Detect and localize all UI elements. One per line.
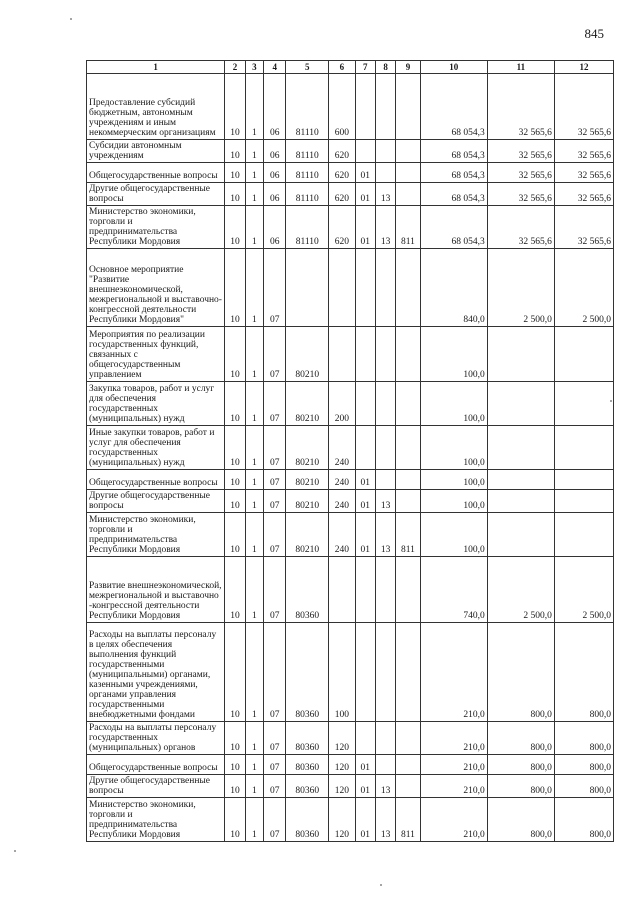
table-cell: 80210 (286, 382, 329, 426)
table-cell: 06 (264, 163, 286, 183)
table-cell: 10 (225, 490, 245, 513)
table-cell: 10 (225, 140, 245, 163)
table-cell: 32 565,6 (487, 74, 554, 140)
row-label-cell: Общегосударственные вопросы (87, 755, 225, 775)
scan-speck (610, 400, 612, 402)
column-header: 6 (329, 61, 355, 74)
table-cell (554, 490, 613, 513)
table-cell (355, 382, 375, 426)
scan-speck (70, 18, 72, 20)
table-cell (554, 426, 613, 470)
table-cell: 80210 (286, 470, 329, 490)
table-cell: 2 500,0 (487, 249, 554, 327)
table-cell (329, 249, 355, 327)
table-cell: 01 (355, 755, 375, 775)
table-cell: 1 (245, 382, 263, 426)
table-row (87, 206, 614, 249)
table-cell: 07 (264, 623, 286, 722)
table-cell (396, 426, 420, 470)
table-cell (487, 426, 554, 470)
table-cell: 80360 (286, 557, 329, 623)
table-cell: 32 565,6 (554, 206, 613, 249)
table-cell: 13 (375, 775, 395, 798)
table-row (87, 775, 614, 798)
table-cell: 100,0 (420, 513, 487, 557)
column-header: 7 (355, 61, 375, 74)
table-cell: 32 565,6 (487, 183, 554, 206)
table-cell: 100,0 (420, 327, 487, 382)
row-label-cell: Министерство экономики, торговли и предпринимательства Республики Мордовия (87, 798, 225, 842)
table-cell: 80210 (286, 490, 329, 513)
table-cell (396, 382, 420, 426)
table-cell (286, 249, 329, 327)
table-cell (396, 163, 420, 183)
table-cell: 80360 (286, 722, 329, 755)
table-cell: 120 (329, 775, 355, 798)
table-cell: 32 565,6 (487, 163, 554, 183)
table-cell: 811 (396, 513, 420, 557)
row-label-cell: Предоставление субсидий бюджетным, автономным учреждениям и иным некоммерческим организациям (87, 74, 225, 140)
table-cell: 10 (225, 183, 245, 206)
row-label-cell: Субсидии автономным учреждениям (87, 140, 225, 163)
table-cell: 32 565,6 (554, 163, 613, 183)
row-label-cell: Основное мероприятие "Развитие внешнеэкономической, межрегиональной и выставочно-конгрессной деятельности Республики Мордовия" (87, 249, 225, 327)
table-cell: 811 (396, 798, 420, 842)
table-cell (329, 327, 355, 382)
table-cell: 32 565,6 (487, 140, 554, 163)
table-cell: 240 (329, 490, 355, 513)
table-cell (396, 140, 420, 163)
table-cell: 13 (375, 206, 395, 249)
row-label-cell: Общегосударственные вопросы (87, 470, 225, 490)
table-cell: 120 (329, 755, 355, 775)
table-cell: 32 565,6 (554, 74, 613, 140)
table-cell (375, 74, 395, 140)
table-row (87, 557, 614, 623)
table-cell (355, 623, 375, 722)
table-cell: 10 (225, 206, 245, 249)
table-cell (396, 249, 420, 327)
table-cell: 10 (225, 513, 245, 557)
table-cell: 10 (225, 557, 245, 623)
table-row (87, 470, 614, 490)
row-label-cell: Мероприятия по реализации государственных функций, связанных с общегосударственным управлением (87, 327, 225, 382)
table-cell: 10 (225, 722, 245, 755)
table-cell: 800,0 (554, 798, 613, 842)
table-cell: 07 (264, 382, 286, 426)
row-label-cell: Министерство экономики, торговли и предпринимательства Республики Мордовия (87, 513, 225, 557)
table-cell: 07 (264, 426, 286, 470)
table-cell: 06 (264, 183, 286, 206)
table-row (87, 249, 614, 327)
column-header: 3 (245, 61, 263, 74)
table-row (87, 490, 614, 513)
table-cell: 13 (375, 183, 395, 206)
table-cell: 240 (329, 513, 355, 557)
table-cell: 800,0 (487, 623, 554, 722)
table-row (87, 163, 614, 183)
table-cell: 800,0 (554, 775, 613, 798)
table-cell: 1 (245, 490, 263, 513)
column-header: 9 (396, 61, 420, 74)
table-cell: 620 (329, 163, 355, 183)
table-cell: 80360 (286, 623, 329, 722)
table-cell: 2 500,0 (487, 557, 554, 623)
column-header: 11 (487, 61, 554, 74)
table-cell: 800,0 (554, 722, 613, 755)
table-cell: 840,0 (420, 249, 487, 327)
table-cell (355, 557, 375, 623)
table-cell: 100 (329, 623, 355, 722)
table-cell: 240 (329, 426, 355, 470)
table-cell: 210,0 (420, 775, 487, 798)
table-cell: 10 (225, 755, 245, 775)
table-cell (396, 775, 420, 798)
table-cell (396, 470, 420, 490)
table-row (87, 513, 614, 557)
table-cell: 1 (245, 722, 263, 755)
table-cell (396, 490, 420, 513)
table-cell: 68 054,3 (420, 163, 487, 183)
column-header: 8 (375, 61, 395, 74)
table-cell: 800,0 (487, 775, 554, 798)
table-cell: 06 (264, 140, 286, 163)
table-cell (396, 755, 420, 775)
table-cell (396, 74, 420, 140)
table-cell: 07 (264, 775, 286, 798)
table-cell: 68 054,3 (420, 140, 487, 163)
table-cell: 81110 (286, 206, 329, 249)
table-cell (554, 470, 613, 490)
table-cell: 100,0 (420, 382, 487, 426)
table-cell: 210,0 (420, 623, 487, 722)
table-cell: 240 (329, 470, 355, 490)
table-cell (375, 755, 395, 775)
table-cell: 1 (245, 426, 263, 470)
table-cell: 80360 (286, 798, 329, 842)
table-cell: 100,0 (420, 490, 487, 513)
table-cell: 81110 (286, 140, 329, 163)
table-cell: 620 (329, 206, 355, 249)
table-row (87, 140, 614, 163)
scan-speck (14, 850, 16, 852)
table-cell: 10 (225, 775, 245, 798)
table-cell: 10 (225, 382, 245, 426)
table-cell: 07 (264, 798, 286, 842)
table-cell: 07 (264, 249, 286, 327)
row-label-cell: Общегосударственные вопросы (87, 163, 225, 183)
table-cell: 800,0 (554, 623, 613, 722)
table-cell (487, 490, 554, 513)
table-cell (375, 426, 395, 470)
table-cell (396, 183, 420, 206)
table-cell: 2 500,0 (554, 249, 613, 327)
page-number: 845 (584, 26, 604, 41)
budget-table (86, 60, 614, 842)
table-cell: 13 (375, 513, 395, 557)
table-cell: 32 565,6 (487, 206, 554, 249)
table-cell: 1 (245, 140, 263, 163)
row-label-cell: Иные закупки товаров, работ и услуг для обеспечения государственных (муниципальных) нужд (87, 426, 225, 470)
column-header: 10 (420, 61, 487, 74)
column-header: 12 (554, 61, 613, 74)
table-cell: 10 (225, 798, 245, 842)
column-header: 2 (225, 61, 245, 74)
table-cell (329, 557, 355, 623)
table-cell (554, 382, 613, 426)
table-cell: 10 (225, 426, 245, 470)
table-cell: 80210 (286, 513, 329, 557)
table-cell: 10 (225, 249, 245, 327)
table-cell: 200 (329, 382, 355, 426)
table-cell: 1 (245, 557, 263, 623)
table-row (87, 755, 614, 775)
table-cell: 01 (355, 513, 375, 557)
table-cell: 01 (355, 775, 375, 798)
row-label-cell: Развитие внешнеэкономической, межрегиональной и выставочно -конгрессной деятельности Республики Мордовия (87, 557, 225, 623)
table-cell (487, 513, 554, 557)
table-cell: 01 (355, 183, 375, 206)
table-cell (355, 140, 375, 163)
row-label-cell: Министерство экономики, торговли и предпринимательства Республики Мордовия (87, 206, 225, 249)
table-cell: 210,0 (420, 722, 487, 755)
table-cell: 620 (329, 183, 355, 206)
table-cell: 80210 (286, 327, 329, 382)
table-cell: 07 (264, 490, 286, 513)
table-cell: 80360 (286, 755, 329, 775)
table-cell: 81110 (286, 163, 329, 183)
table-cell: 32 565,6 (554, 140, 613, 163)
table-cell: 100,0 (420, 426, 487, 470)
row-label-cell: Другие общегосударственные вопросы (87, 490, 225, 513)
table-cell: 06 (264, 74, 286, 140)
table-row (87, 623, 614, 722)
table-cell: 1 (245, 755, 263, 775)
table-cell (396, 623, 420, 722)
table-cell: 10 (225, 327, 245, 382)
table-cell (375, 470, 395, 490)
table-cell (355, 249, 375, 327)
table-cell: 80360 (286, 775, 329, 798)
row-label-cell: Другие общегосударственные вопросы (87, 183, 225, 206)
table-cell: 13 (375, 490, 395, 513)
table-cell: 01 (355, 490, 375, 513)
table-cell (355, 722, 375, 755)
table-cell (487, 327, 554, 382)
table-cell: 32 565,6 (554, 183, 613, 206)
table-cell: 01 (355, 163, 375, 183)
table-cell (396, 722, 420, 755)
table-cell (355, 327, 375, 382)
table-cell: 10 (225, 470, 245, 490)
table-cell: 81110 (286, 74, 329, 140)
column-header: 4 (264, 61, 286, 74)
table-cell: 210,0 (420, 755, 487, 775)
table-cell: 68 054,3 (420, 74, 487, 140)
table-cell: 100,0 (420, 470, 487, 490)
table-cell: 600 (329, 74, 355, 140)
table-row (87, 74, 614, 140)
table-cell (487, 382, 554, 426)
scan-speck (380, 884, 382, 886)
table-cell (487, 470, 554, 490)
table-cell: 800,0 (487, 755, 554, 775)
row-label-cell: Другие общегосударственные вопросы (87, 775, 225, 798)
table-cell (396, 557, 420, 623)
table-cell: 1 (245, 623, 263, 722)
table-cell: 120 (329, 722, 355, 755)
row-label-cell: Расходы на выплаты персоналу государственных (муниципальных) органов (87, 722, 225, 755)
table-cell (554, 327, 613, 382)
column-header: 5 (286, 61, 329, 74)
table-cell: 01 (355, 470, 375, 490)
table-cell (375, 249, 395, 327)
table-cell: 07 (264, 513, 286, 557)
table-row (87, 183, 614, 206)
table-cell: 07 (264, 327, 286, 382)
table-cell (355, 426, 375, 470)
table-row (87, 798, 614, 842)
table-row (87, 382, 614, 426)
table-cell: 68 054,3 (420, 183, 487, 206)
table-cell (554, 513, 613, 557)
table-cell: 800,0 (487, 722, 554, 755)
table-body (87, 74, 614, 842)
table-cell (375, 722, 395, 755)
table-cell (375, 623, 395, 722)
table-cell: 13 (375, 798, 395, 842)
table-cell: 07 (264, 755, 286, 775)
table-row (87, 722, 614, 755)
table-cell (375, 140, 395, 163)
table-cell: 210,0 (420, 798, 487, 842)
table-cell (375, 382, 395, 426)
table-cell: 01 (355, 206, 375, 249)
table-cell: 1 (245, 183, 263, 206)
table-cell: 811 (396, 206, 420, 249)
table-cell: 01 (355, 798, 375, 842)
table-cell: 10 (225, 74, 245, 140)
header-row (87, 61, 614, 74)
table-cell: 68 054,3 (420, 206, 487, 249)
table-cell: 1 (245, 163, 263, 183)
table-row (87, 426, 614, 470)
table-cell: 2 500,0 (554, 557, 613, 623)
table-cell: 07 (264, 722, 286, 755)
table-cell: 1 (245, 74, 263, 140)
table-cell: 1 (245, 206, 263, 249)
table-cell: 06 (264, 206, 286, 249)
table-cell: 800,0 (554, 755, 613, 775)
table-cell (375, 327, 395, 382)
table-cell: 1 (245, 775, 263, 798)
table-cell: 740,0 (420, 557, 487, 623)
table-cell: 1 (245, 798, 263, 842)
table-cell: 07 (264, 557, 286, 623)
table-cell: 120 (329, 798, 355, 842)
table-cell (375, 163, 395, 183)
table-cell (375, 557, 395, 623)
table-cell: 1 (245, 470, 263, 490)
table-cell: 800,0 (487, 798, 554, 842)
table-cell: 80210 (286, 426, 329, 470)
table-cell: 1 (245, 249, 263, 327)
table-cell: 1 (245, 327, 263, 382)
table-cell: 10 (225, 623, 245, 722)
row-label-cell: Закупка товаров, работ и услуг для обеспечения государственных (муниципальных) нужд (87, 382, 225, 426)
row-label-cell: Расходы на выплаты персоналу в целях обеспечения выполнения функций государственными (муниципальными) органами, казенными учреждениями, органами управления государственными внебюджетными фондами (87, 623, 225, 722)
table-cell: 10 (225, 163, 245, 183)
table-cell (355, 74, 375, 140)
table-row (87, 327, 614, 382)
table-cell: 620 (329, 140, 355, 163)
table-cell: 07 (264, 470, 286, 490)
table-cell (396, 327, 420, 382)
column-header: 1 (87, 61, 225, 74)
table-cell: 1 (245, 513, 263, 557)
table-cell: 81110 (286, 183, 329, 206)
